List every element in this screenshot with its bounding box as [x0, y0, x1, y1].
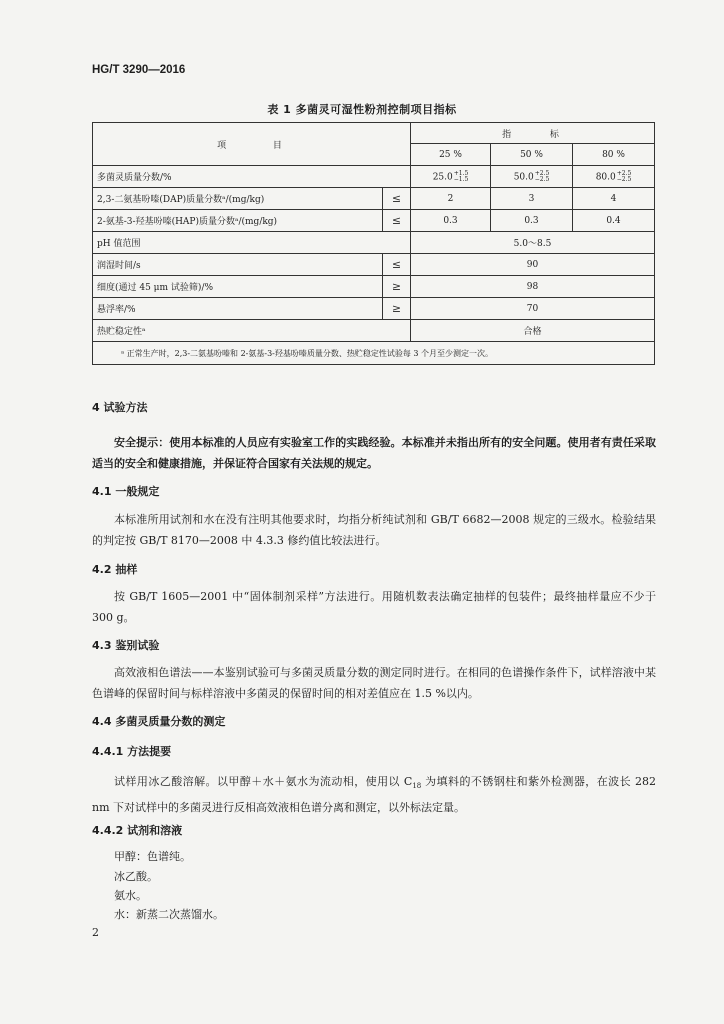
table-title: 表 1 多菌灵可湿性粉剂控制项目指标 [267, 103, 457, 116]
table-note: ᵃ 正常生产时，2,3-二氨基吩嗪和 2-氨基-3-羟基吩嗪质量分数、热贮稳定性试验每 3 个月至少测定一次。 [93, 342, 655, 365]
row-value: 0.3 [411, 210, 491, 232]
reagent-item: 氨水。 [114, 889, 147, 902]
table-row [93, 210, 655, 232]
row-symbol: ≥ [383, 276, 411, 298]
safety-note: 安全提示：使用本标准的人员应有实验室工作的实践经验。本标准并未指出所有的安全问题。使用者有责任采取适当的安全和健康措施，并保证符合国家有关法规的规定。 [92, 436, 656, 470]
table-header-row [93, 123, 655, 144]
section-4-3-heading: 4.3 鉴别试验 [92, 639, 160, 652]
spec-table [92, 122, 655, 365]
reagent-item: 冰乙酸。 [114, 870, 158, 883]
section-4-heading: 4 试验方法 [92, 401, 148, 414]
table-row [93, 254, 655, 276]
header-item: 项 目 [93, 123, 411, 166]
grade-25: 25 % [411, 144, 491, 166]
row-value: 3 [491, 188, 573, 210]
page-number: 2 [92, 926, 99, 939]
row-symbol: ≤ [383, 210, 411, 232]
section-4-1-heading: 4.1 一般规定 [92, 485, 160, 498]
row-item: 悬浮率/% [93, 298, 383, 320]
row-value: 2 [411, 188, 491, 210]
row-value: 0.3 [491, 210, 573, 232]
row-symbol: ≤ [383, 254, 411, 276]
reagent-item: 甲醇：色谱纯。 [114, 850, 191, 863]
section-4-2-text: 按 GB/T 1605—2001 中“固体制剂采样”方法进行。用随机数表法确定抽样的包装件；最终抽样量应不少于 300 g。 [92, 590, 656, 624]
row-item: 2-氨基-3-羟基吩嗪(HAP)质量分数ᵃ/(mg/kg) [93, 210, 383, 232]
header-index: 指 标 [411, 123, 655, 144]
table-note-row [93, 342, 655, 365]
row-value: 5.0～8.5 [411, 232, 655, 254]
standard-code: HG/T 3290—2016 [92, 64, 186, 76]
row-value: 合格 [411, 320, 655, 342]
row-item: 润湿时间/s [93, 254, 383, 276]
row-value: 0.4 [573, 210, 655, 232]
section-4-1-text: 本标准所用试剂和水在没有注明其他要求时，均指分析纯试剂和 GB/T 6682—2008 规定的三级水。检验结果的判定按 GB/T 8170—2008 中 4.3.3 修约值比较法进行。 [92, 513, 656, 547]
row-symbol: ≥ [383, 298, 411, 320]
row-value: 4 [573, 188, 655, 210]
table-row [93, 320, 655, 342]
table-row [93, 276, 655, 298]
row-item: 细度(通过 45 μm 试验筛)/% [93, 276, 383, 298]
section-4-3-text: 高效液相色谱法——本鉴别试验可与多菌灵质量分数的测定同时进行。在相同的色谱操作条件下，试样溶液中某色谱峰的保留时间与标样溶液中多菌灵的保留时间的相对差值应在 1.5 %以内。 [92, 666, 656, 700]
row-item: 多菌灵质量分数/% [93, 166, 411, 188]
row-item: 2,3-二氨基吩嗪(DAP)质量分数ᵃ/(mg/kg) [93, 188, 383, 210]
row-value: 98 [411, 276, 655, 298]
table-row [93, 232, 655, 254]
row-symbol: ≤ [383, 188, 411, 210]
section-4-4-1-text: 试样用冰乙酸溶解。以甲醇＋水＋氨水为流动相，使用以 $C_{18}$ 为填料的不锈钢柱和紫外检测器，在波长 282 nm 下对试样中的多菌灵进行反相高效液相色谱分离和测定，以外标法定量。 [92, 775, 656, 815]
row-value: 80.0 +2.5 −2.5 [573, 166, 655, 188]
row-item: 热贮稳定性ᵃ [93, 320, 411, 342]
section-4-4-1-heading: 4.4.1 方法提要 [92, 745, 172, 758]
row-item: pH 值范围 [93, 232, 411, 254]
table-row [93, 298, 655, 320]
row-value: 50.0 +2.5 −2.5 [491, 166, 573, 188]
section-4-4-2-heading: 4.4.2 试剂和溶液 [92, 824, 183, 837]
row-value: 25.0 +1.5 −1.5 [411, 166, 491, 188]
section-4-2-heading: 4.2 抽样 [92, 563, 138, 576]
table-row [93, 188, 655, 210]
reagent-item: 水：新蒸二次蒸馏水。 [114, 908, 224, 921]
table-row [93, 166, 655, 188]
row-value: 90 [411, 254, 655, 276]
section-4-4-heading: 4.4 多菌灵质量分数的测定 [92, 715, 226, 728]
row-value: 70 [411, 298, 655, 320]
grade-80: 80 % [573, 144, 655, 166]
grade-50: 50 % [491, 144, 573, 166]
